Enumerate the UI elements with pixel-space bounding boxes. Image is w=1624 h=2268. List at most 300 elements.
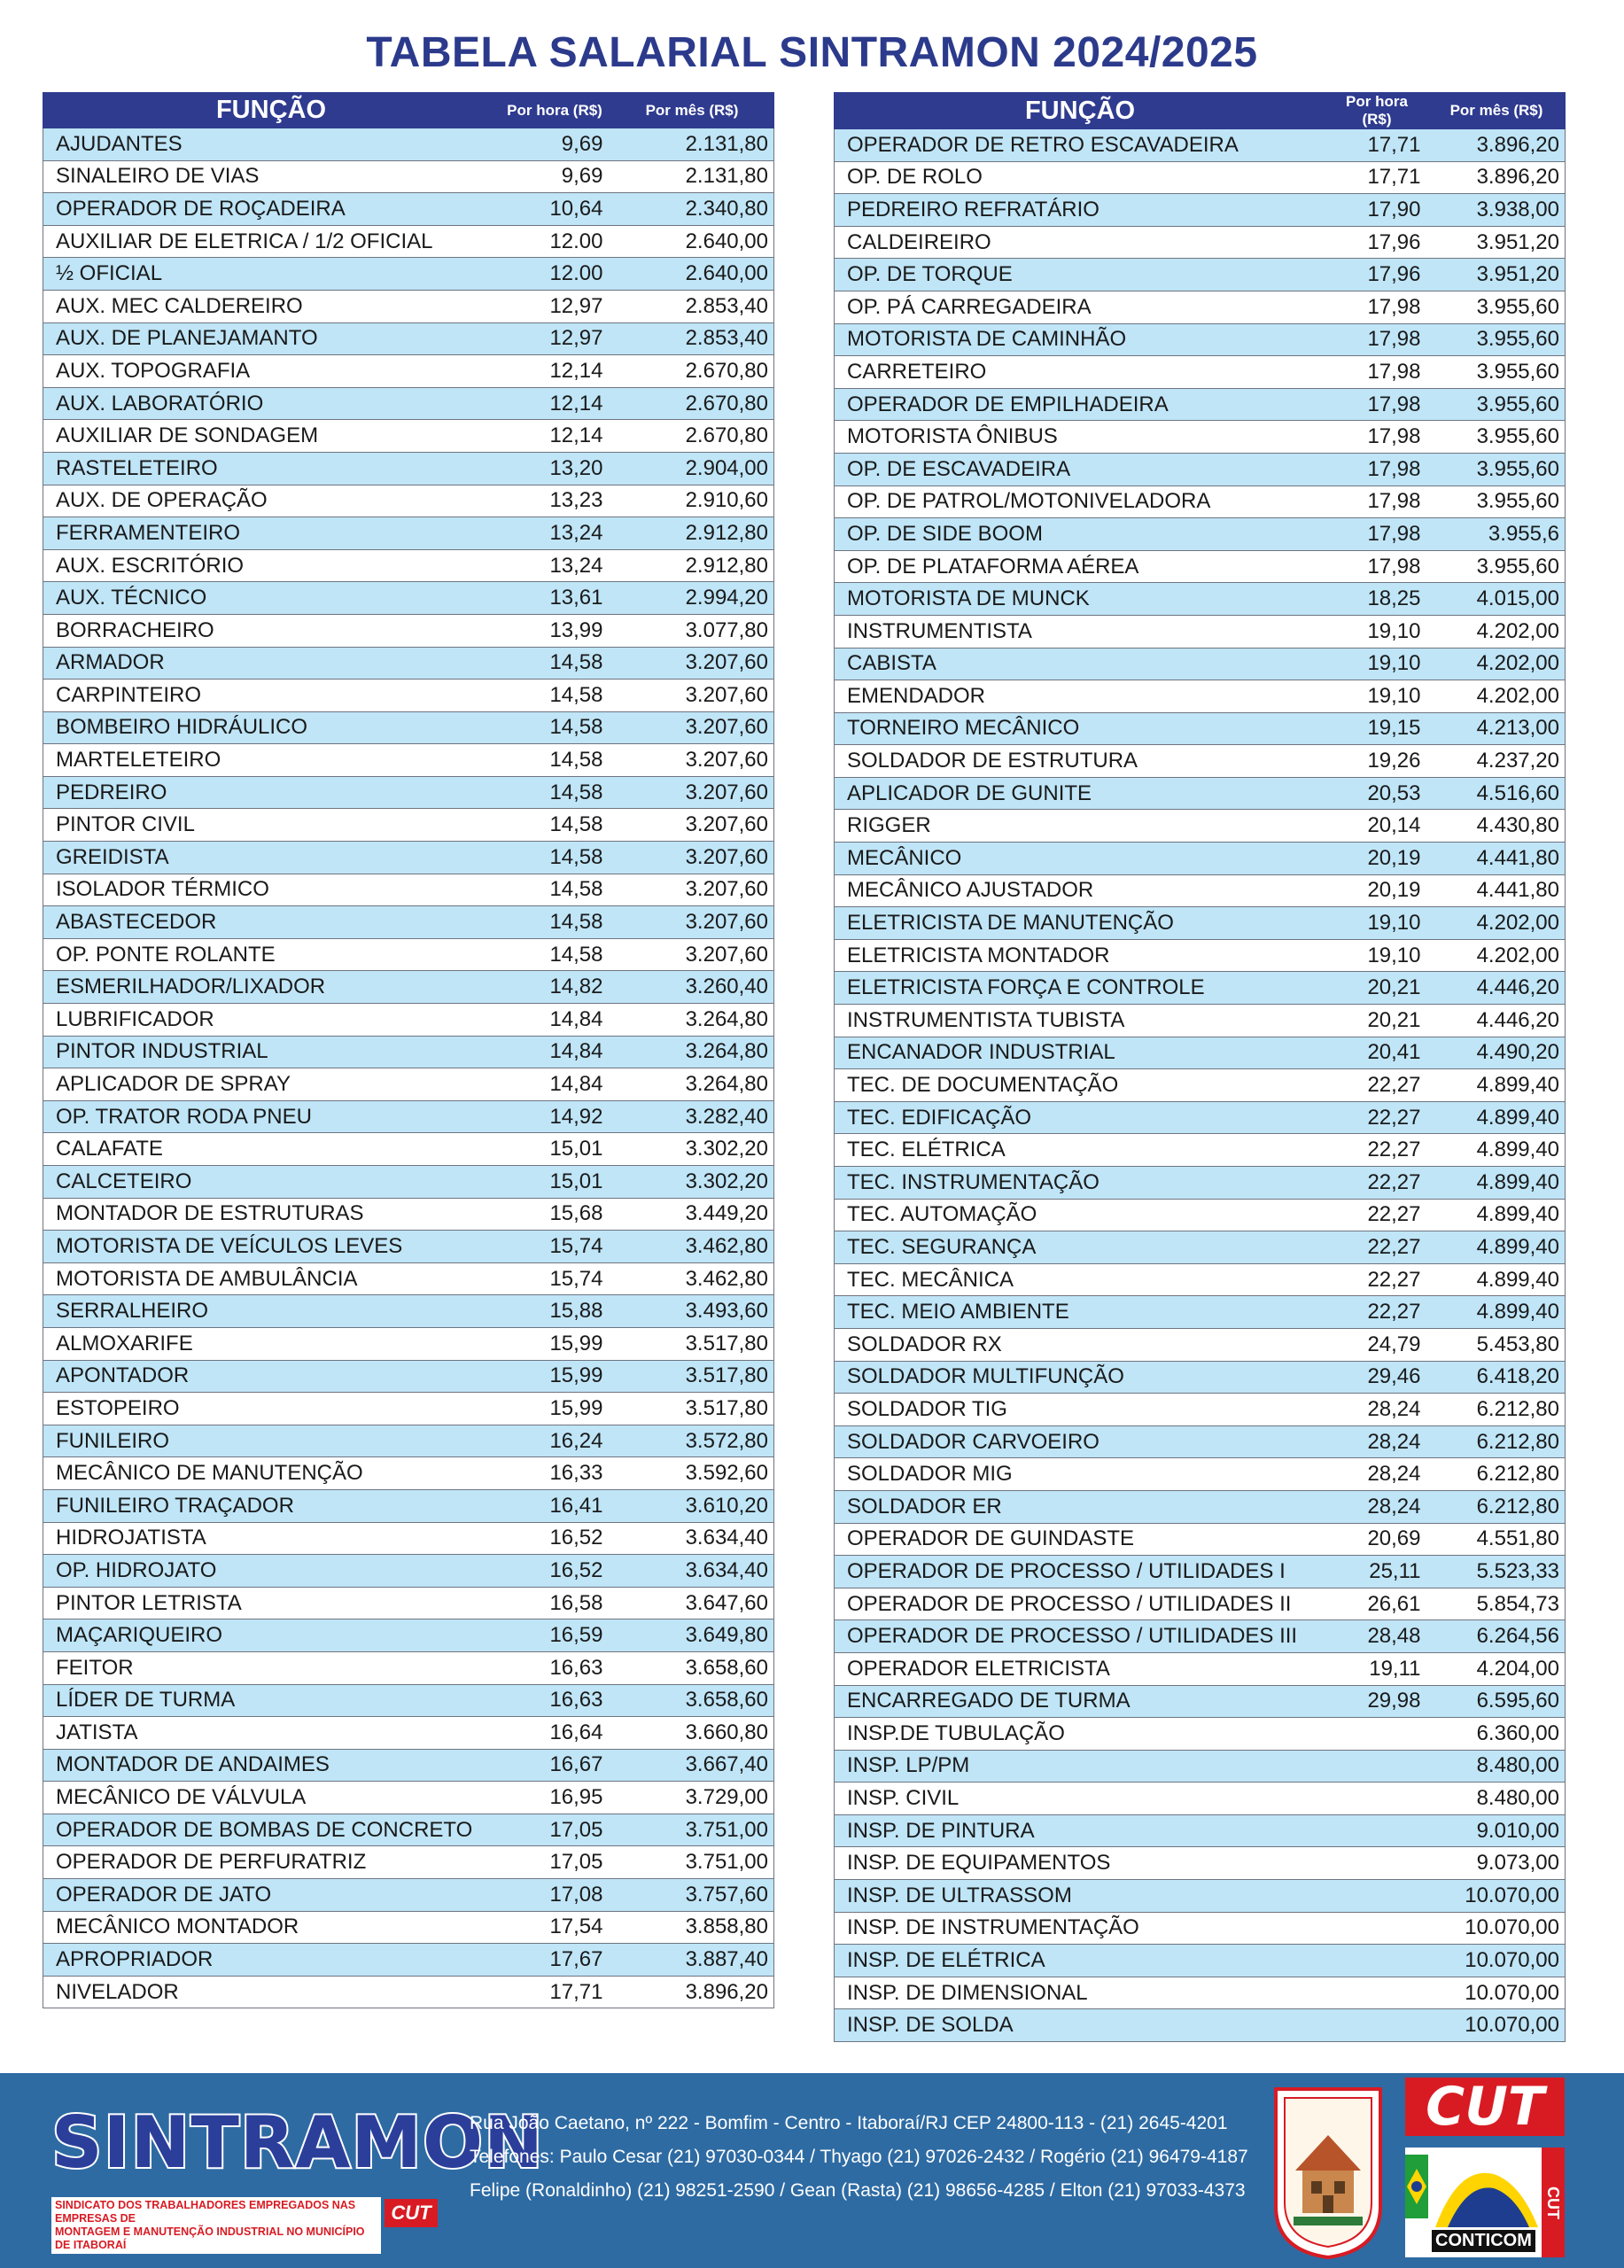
table-row — [43, 355, 774, 388]
cell-por-hora: 12,14 — [500, 420, 610, 453]
cell-por-hora: 17,67 — [500, 1944, 610, 1977]
table-row — [835, 1588, 1566, 1620]
cell-por-hora: 15,74 — [500, 1262, 610, 1295]
cell-funcao: ALMOXARIFE — [43, 1327, 500, 1360]
table-row — [835, 1814, 1566, 1847]
cell-por-mes: 3.077,80 — [610, 614, 774, 647]
cell-funcao: INSP. DE SOLDA — [835, 2009, 1326, 2042]
cell-funcao: ESTOPEIRO — [43, 1393, 500, 1425]
table-row — [43, 1911, 774, 1944]
cell-funcao: SOLDADOR DE ESTRUTURA — [835, 745, 1326, 778]
cell-por-mes: 3.955,60 — [1428, 323, 1566, 356]
cell-por-mes: 3.207,60 — [610, 906, 774, 939]
cell-funcao: ½ OFICIAL — [43, 258, 500, 291]
cell-por-hora: 14,58 — [500, 938, 610, 971]
cell-por-hora: 29,46 — [1326, 1361, 1428, 1394]
table-row — [43, 776, 774, 809]
table-row — [43, 1100, 774, 1133]
table-row — [835, 1718, 1566, 1751]
cell-funcao: SOLDADOR MULTIFUNÇÃO — [835, 1361, 1326, 1394]
cell-por-hora: 12,14 — [500, 387, 610, 420]
cell-por-hora: 22,27 — [1326, 1296, 1428, 1329]
cell-por-mes: 6.595,60 — [1428, 1685, 1566, 1718]
table-row — [43, 1651, 774, 1684]
contact-phones-1: Telefones: Paulo Cesar (21) 97030-0344 / Thyago (21) 97026-2432 / Rogério (21) 96479-4187 — [470, 2147, 1248, 2167]
header-por-hora: Por hora (R$) — [1326, 93, 1428, 129]
cell-por-hora: 25,11 — [1326, 1556, 1428, 1588]
cell-funcao: RASTELETEIRO — [43, 452, 500, 485]
cell-por-mes: 3.207,60 — [610, 938, 774, 971]
cell-por-hora: 14,58 — [500, 776, 610, 809]
table-row — [43, 1782, 774, 1814]
cell-por-mes: 3.858,80 — [610, 1911, 774, 1944]
cell-por-hora: 10,64 — [500, 193, 610, 226]
cell-funcao: INSP. DE DIMENSIONAL — [835, 1977, 1326, 2009]
cell-por-hora: 22,27 — [1326, 1167, 1428, 1200]
cell-por-mes: 10.070,00 — [1428, 2009, 1566, 2042]
cell-funcao: OP. TRATOR RODA PNEU — [43, 1100, 500, 1133]
cell-por-hora: 14,58 — [500, 809, 610, 842]
cell-por-mes: 10.070,00 — [1428, 1880, 1566, 1913]
cell-por-mes: 6.212,80 — [1428, 1425, 1566, 1458]
cell-funcao: CABISTA — [835, 648, 1326, 680]
table-row — [43, 1231, 774, 1263]
logo-text: SINTRAMON — [51, 2101, 544, 2184]
cell-por-hora: 20,14 — [1326, 810, 1428, 843]
table-row — [835, 843, 1566, 875]
cell-por-mes: 5.523,33 — [1428, 1556, 1566, 1588]
cell-funcao: TEC. ELÉTRICA — [835, 1134, 1326, 1167]
table-row — [835, 1750, 1566, 1783]
table-row — [43, 322, 774, 355]
table-row — [835, 777, 1566, 810]
cell-por-hora: 17,05 — [500, 1814, 610, 1846]
table-header-row — [835, 93, 1566, 129]
table-row — [43, 1166, 774, 1199]
cell-por-hora: 22,27 — [1326, 1069, 1428, 1102]
cell-funcao: OP. DE ESCAVADEIRA — [835, 453, 1326, 485]
cell-funcao: INSP. DE ULTRASSOM — [835, 1880, 1326, 1913]
cell-por-mes: 3.955,60 — [1428, 388, 1566, 421]
cell-funcao: MOTORISTA ÔNIBUS — [835, 421, 1326, 454]
cell-por-hora: 20,41 — [1326, 1037, 1428, 1069]
table-row — [43, 842, 774, 874]
cell-por-hora: 14,84 — [500, 1068, 610, 1101]
cell-por-mes: 3.264,80 — [610, 1068, 774, 1101]
cell-por-mes: 3.955,6 — [1428, 518, 1566, 551]
cell-por-hora: 28,24 — [1326, 1425, 1428, 1458]
cell-por-mes: 3.896,20 — [1428, 129, 1566, 162]
table-body-left — [43, 128, 774, 2008]
cell-funcao: ENCARREGADO DE TURMA — [835, 1685, 1326, 1718]
cell-por-mes: 4.446,20 — [1428, 972, 1566, 1005]
table-row — [43, 452, 774, 485]
cell-funcao: MOTORISTA DE AMBULÂNCIA — [43, 1262, 500, 1295]
cell-por-mes: 3.751,00 — [610, 1846, 774, 1879]
cell-por-hora: 15,68 — [500, 1198, 610, 1231]
cell-por-mes: 4.204,00 — [1428, 1652, 1566, 1685]
conticom-cut-label: CUT — [1542, 2148, 1565, 2257]
cell-por-hora: 19,10 — [1326, 615, 1428, 648]
table-row — [43, 711, 774, 744]
table-row — [43, 1879, 774, 1912]
cell-funcao: APROPRIADOR — [43, 1944, 500, 1977]
logo-subtitle — [51, 2197, 381, 2254]
cell-funcao: ESMERILHADOR/LIXADOR — [43, 971, 500, 1004]
table-row — [835, 1458, 1566, 1491]
cell-funcao: AUX. TOPOGRAFIA — [43, 355, 500, 388]
footer — [0, 2073, 1624, 2268]
table-row — [43, 1133, 774, 1166]
table-row — [835, 680, 1566, 713]
table-row — [43, 1814, 774, 1846]
cell-por-hora: 22,27 — [1326, 1263, 1428, 1296]
cell-funcao: TEC. DE DOCUMENTAÇÃO — [835, 1069, 1326, 1102]
cell-funcao: EMENDADOR — [835, 680, 1326, 713]
cell-funcao: TEC. EDIFICAÇÃO — [835, 1101, 1326, 1134]
cell-funcao: OPERADOR DE BOMBAS DE CONCRETO — [43, 1814, 500, 1846]
table-row — [835, 1977, 1566, 2009]
cell-por-mes: 2.640,00 — [610, 258, 774, 291]
cell-por-mes: 3.517,80 — [610, 1393, 774, 1425]
cell-por-mes: 3.751,00 — [610, 1814, 774, 1846]
contact-address: Rua João Caetano, nº 222 - Bomfim - Centro - Itaboraí/RJ CEP 24800-113 - (21) 2645-4201 — [470, 2113, 1228, 2133]
cell-por-hora: 15,99 — [500, 1360, 610, 1393]
cell-por-hora: 22,27 — [1326, 1231, 1428, 1264]
cell-por-hora: 12,97 — [500, 322, 610, 355]
table-row — [43, 614, 774, 647]
cell-por-hora: 13,24 — [500, 549, 610, 582]
table-row — [835, 1134, 1566, 1167]
cell-funcao: AUX. DE PLANEJAMANTO — [43, 322, 500, 355]
cell-funcao: INSP. DE EQUIPAMENTOS — [835, 1847, 1326, 1880]
cell-por-hora: 14,82 — [500, 971, 610, 1004]
cell-por-hora: 17,98 — [1326, 323, 1428, 356]
cell-funcao: SOLDADOR CARVOEIRO — [835, 1425, 1326, 1458]
cell-por-mes: 3.207,60 — [610, 842, 774, 874]
table-row — [43, 1004, 774, 1037]
cell-por-mes: 4.490,20 — [1428, 1037, 1566, 1069]
cell-por-hora: 15,01 — [500, 1166, 610, 1199]
cell-por-hora: 14,84 — [500, 1036, 610, 1068]
cell-funcao: RIGGER — [835, 810, 1326, 843]
cell-por-mes: 3.660,80 — [610, 1717, 774, 1750]
header-por-hora: Por hora (R$) — [500, 93, 610, 128]
cell-funcao: INSTRUMENTISTA TUBISTA — [835, 1005, 1326, 1037]
cell-por-mes: 2.904,00 — [610, 452, 774, 485]
logo-subtitle-line2: MONTAGEM E MANUTENÇÃO INDUSTRIAL NO MUNICÍPIO DE ITABORAÍ — [55, 2225, 365, 2251]
table-row — [835, 1425, 1566, 1458]
cell-por-mes: 4.015,00 — [1428, 583, 1566, 616]
cell-por-mes: 2.910,60 — [610, 485, 774, 517]
table-row — [835, 226, 1566, 259]
cell-por-mes: 10.070,00 — [1428, 1977, 1566, 2009]
cell-por-hora: 20,53 — [1326, 777, 1428, 810]
cell-por-mes: 4.202,00 — [1428, 907, 1566, 940]
cell-funcao: OPERADOR DE EMPILHADEIRA — [835, 388, 1326, 421]
cell-funcao: APLICADOR DE GUNITE — [835, 777, 1326, 810]
table-row — [43, 160, 774, 193]
table-row — [835, 518, 1566, 551]
table-row — [43, 1360, 774, 1393]
cell-funcao: CARPINTEIRO — [43, 680, 500, 712]
cell-funcao: APLICADOR DE SPRAY — [43, 1068, 500, 1101]
cell-por-hora: 15,01 — [500, 1133, 610, 1166]
cell-por-mes: 8.480,00 — [1428, 1783, 1566, 1815]
cell-por-hora: 16,52 — [500, 1522, 610, 1555]
cell-funcao: AUXILIAR DE SONDAGEM — [43, 420, 500, 453]
table-row — [835, 1263, 1566, 1296]
table-row — [43, 1555, 774, 1588]
cell-funcao: TEC. AUTOMAÇÃO — [835, 1199, 1326, 1231]
cell-por-hora: 18,25 — [1326, 583, 1428, 616]
cell-funcao: SINALEIRO DE VIAS — [43, 160, 500, 193]
cell-funcao: BOMBEIRO HIDRÁULICO — [43, 711, 500, 744]
cell-funcao: MECÂNICO AJUSTADOR — [835, 874, 1326, 907]
cell-por-hora: 14,58 — [500, 842, 610, 874]
table-row — [835, 194, 1566, 227]
cell-funcao: APONTADOR — [43, 1360, 500, 1393]
cell-por-hora: 12.00 — [500, 258, 610, 291]
cell-por-mes: 3.951,20 — [1428, 226, 1566, 259]
cell-funcao: INSTRUMENTISTA — [835, 615, 1326, 648]
cell-por-hora: 15,88 — [500, 1295, 610, 1328]
cell-por-mes: 2.131,80 — [610, 160, 774, 193]
header-funcao: FUNÇÃO — [43, 93, 500, 128]
table-row — [43, 1393, 774, 1425]
cell-por-mes: 4.202,00 — [1428, 615, 1566, 648]
cell-por-hora: 13,99 — [500, 614, 610, 647]
cell-funcao: CALDEIREIRO — [835, 226, 1326, 259]
table-row — [43, 874, 774, 906]
cell-funcao: OP. PÁ CARREGADEIRA — [835, 291, 1326, 323]
cell-funcao: INSP. DE INSTRUMENTAÇÃO — [835, 1912, 1326, 1945]
cell-por-hora: 17,98 — [1326, 453, 1428, 485]
cell-por-mes: 2.912,80 — [610, 549, 774, 582]
cell-por-mes: 3.951,20 — [1428, 259, 1566, 291]
header-por-mes: Por mês (R$) — [1428, 93, 1566, 129]
cell-funcao: MOTORISTA DE VEÍCULOS LEVES — [43, 1231, 500, 1263]
table-row — [43, 128, 774, 161]
cell-por-hora: 14,58 — [500, 874, 610, 906]
cell-funcao: TEC. MEIO AMBIENTE — [835, 1296, 1326, 1329]
cell-por-mes: 3.955,60 — [1428, 453, 1566, 485]
table-row — [43, 225, 774, 258]
table-row — [835, 1296, 1566, 1329]
table-row — [835, 972, 1566, 1005]
cell-por-mes: 2.853,40 — [610, 290, 774, 322]
cell-por-hora: 16,52 — [500, 1555, 610, 1588]
cell-por-mes: 3.207,60 — [610, 711, 774, 744]
cell-por-mes: 3.517,80 — [610, 1360, 774, 1393]
cell-por-mes: 3.887,40 — [610, 1944, 774, 1977]
cell-por-mes: 3.634,40 — [610, 1522, 774, 1555]
cell-por-hora: 13,24 — [500, 517, 610, 550]
cell-por-hora: 17,71 — [1326, 161, 1428, 194]
cell-por-mes: 4.899,40 — [1428, 1296, 1566, 1329]
cell-funcao: OP. HIDROJATO — [43, 1555, 500, 1588]
table-row — [43, 1976, 774, 2008]
table-header-row — [43, 93, 774, 128]
table-row — [43, 1295, 774, 1328]
table-row — [835, 583, 1566, 616]
cell-por-mes: 6.212,80 — [1428, 1490, 1566, 1523]
cell-funcao: TEC. MECÂNICA — [835, 1263, 1326, 1296]
cell-por-hora: 12,97 — [500, 290, 610, 322]
cell-por-mes: 4.441,80 — [1428, 843, 1566, 875]
cell-por-mes: 2.670,80 — [610, 387, 774, 420]
cut-logo: CUT — [1405, 2078, 1565, 2136]
cell-por-mes: 3.493,60 — [610, 1295, 774, 1328]
contact-info — [470, 2107, 1248, 2208]
table-row — [835, 129, 1566, 162]
cell-por-hora: 19,11 — [1326, 1652, 1428, 1685]
cell-por-hora: 19,10 — [1326, 648, 1428, 680]
cell-por-mes: 3.207,60 — [610, 744, 774, 777]
cell-por-hora: 20,21 — [1326, 1005, 1428, 1037]
table-row — [43, 1587, 774, 1619]
cell-por-hora: 16,67 — [500, 1749, 610, 1782]
cell-por-hora: 17,54 — [500, 1911, 610, 1944]
cell-por-mes: 9.010,00 — [1428, 1814, 1566, 1847]
cell-por-hora: 17,98 — [1326, 485, 1428, 518]
cell-por-hora — [1326, 1847, 1428, 1880]
table-row — [43, 1068, 774, 1101]
table-row — [835, 907, 1566, 940]
cell-funcao: FUNILEIRO TRAÇADOR — [43, 1489, 500, 1522]
cell-por-mes: 2.131,80 — [610, 128, 774, 161]
table-row — [43, 549, 774, 582]
table-row — [43, 1619, 774, 1652]
cell-por-mes: 3.449,20 — [610, 1198, 774, 1231]
cell-funcao: INSP. CIVIL — [835, 1783, 1326, 1815]
table-row — [43, 938, 774, 971]
cell-por-mes: 3.955,60 — [1428, 550, 1566, 583]
cell-funcao: CALAFATE — [43, 1133, 500, 1166]
table-row — [835, 1101, 1566, 1134]
table-row — [43, 387, 774, 420]
table-row — [43, 1846, 774, 1879]
cell-por-mes: 10.070,00 — [1428, 1945, 1566, 1977]
table-row — [43, 1036, 774, 1068]
cell-funcao: MECÂNICO DE MANUTENÇÃO — [43, 1457, 500, 1490]
cell-funcao: AUX. DE OPERAÇÃO — [43, 485, 500, 517]
table-row — [835, 1880, 1566, 1913]
cell-por-mes: 3.955,60 — [1428, 421, 1566, 454]
cell-por-hora: 14,58 — [500, 906, 610, 939]
table-row — [835, 1005, 1566, 1037]
cell-funcao: OPERADOR DE PROCESSO / UTILIDADES II — [835, 1588, 1326, 1620]
cell-por-hora: 16,64 — [500, 1717, 610, 1750]
cell-funcao: PEDREIRO REFRATÁRIO — [835, 194, 1326, 227]
cell-por-mes: 3.634,40 — [610, 1555, 774, 1588]
cell-funcao: TEC. INSTRUMENTAÇÃO — [835, 1167, 1326, 1200]
cell-por-mes: 3.896,20 — [1428, 161, 1566, 194]
cell-por-hora: 17,96 — [1326, 259, 1428, 291]
cell-por-hora: 28,24 — [1326, 1394, 1428, 1426]
table-row — [43, 1457, 774, 1490]
conticom-label: CONTICOM — [1432, 2230, 1535, 2252]
table-row — [43, 1262, 774, 1295]
table-row — [835, 1037, 1566, 1069]
cell-por-hora: 17,98 — [1326, 421, 1428, 454]
table-row — [835, 323, 1566, 356]
cell-por-mes: 3.649,80 — [610, 1619, 774, 1652]
cell-por-mes: 3.282,40 — [610, 1100, 774, 1133]
cell-funcao: CARRETEIRO — [835, 356, 1326, 389]
cell-funcao: ELETRICISTA FORÇA E CONTROLE — [835, 972, 1326, 1005]
cell-por-mes: 6.212,80 — [1428, 1458, 1566, 1491]
cell-por-hora: 14,58 — [500, 647, 610, 680]
cell-funcao: NIVELADOR — [43, 1976, 500, 2008]
cell-por-hora — [1326, 1718, 1428, 1751]
cell-funcao: FERRAMENTEIRO — [43, 517, 500, 550]
cell-funcao: ISOLADOR TÉRMICO — [43, 874, 500, 906]
conticom-logo — [1405, 2148, 1565, 2257]
table-row — [835, 745, 1566, 778]
cell-por-mes: 3.264,80 — [610, 1036, 774, 1068]
cell-por-mes: 4.516,60 — [1428, 777, 1566, 810]
cell-por-hora: 17,71 — [1326, 129, 1428, 162]
table-row — [835, 356, 1566, 389]
table-row — [835, 1361, 1566, 1394]
cell-por-mes: 4.213,00 — [1428, 712, 1566, 745]
table-row — [835, 874, 1566, 907]
cell-por-mes: 3.667,40 — [610, 1749, 774, 1782]
sintramon-logo — [51, 2101, 544, 2251]
table-row — [43, 1684, 774, 1717]
table-row — [835, 939, 1566, 972]
cell-por-hora: 26,61 — [1326, 1588, 1428, 1620]
table-row — [835, 1620, 1566, 1653]
cell-por-mes: 3.462,80 — [610, 1262, 774, 1295]
cell-por-hora: 13,61 — [500, 582, 610, 615]
cell-por-mes: 3.647,60 — [610, 1587, 774, 1619]
cell-por-hora: 17,98 — [1326, 356, 1428, 389]
cell-por-mes: 4.899,40 — [1428, 1231, 1566, 1264]
cell-funcao: OP. DE ROLO — [835, 161, 1326, 194]
cell-por-hora — [1326, 1912, 1428, 1945]
cell-por-mes: 4.202,00 — [1428, 680, 1566, 713]
cell-por-hora: 28,24 — [1326, 1490, 1428, 1523]
cell-por-mes: 2.640,00 — [610, 225, 774, 258]
cell-por-mes: 6.360,00 — [1428, 1718, 1566, 1751]
cell-funcao: LUBRIFICADOR — [43, 1004, 500, 1037]
cell-por-mes: 4.899,40 — [1428, 1263, 1566, 1296]
cell-por-mes: 2.912,80 — [610, 517, 774, 550]
table-row — [835, 1490, 1566, 1523]
cell-por-mes: 3.207,60 — [610, 776, 774, 809]
cell-funcao: FUNILEIRO — [43, 1425, 500, 1457]
cell-funcao: OPERADOR DE PROCESSO / UTILIDADES I — [835, 1556, 1326, 1588]
table-row — [835, 810, 1566, 843]
table-row — [835, 161, 1566, 194]
cell-por-hora — [1326, 1977, 1428, 2009]
cell-por-hora: 12,14 — [500, 355, 610, 388]
table-row — [43, 1198, 774, 1231]
cell-funcao: MONTADOR DE ANDAIMES — [43, 1749, 500, 1782]
cell-por-hora: 16,33 — [500, 1457, 610, 1490]
cell-por-mes: 3.592,60 — [610, 1457, 774, 1490]
cell-funcao: OP. PONTE ROLANTE — [43, 938, 500, 971]
cell-por-mes: 4.446,20 — [1428, 1005, 1566, 1037]
cell-por-hora: 13,20 — [500, 452, 610, 485]
cell-funcao: JATISTA — [43, 1717, 500, 1750]
table-row — [43, 744, 774, 777]
cell-por-hora: 16,59 — [500, 1619, 610, 1652]
table-row — [43, 647, 774, 680]
cell-por-hora: 22,27 — [1326, 1101, 1428, 1134]
